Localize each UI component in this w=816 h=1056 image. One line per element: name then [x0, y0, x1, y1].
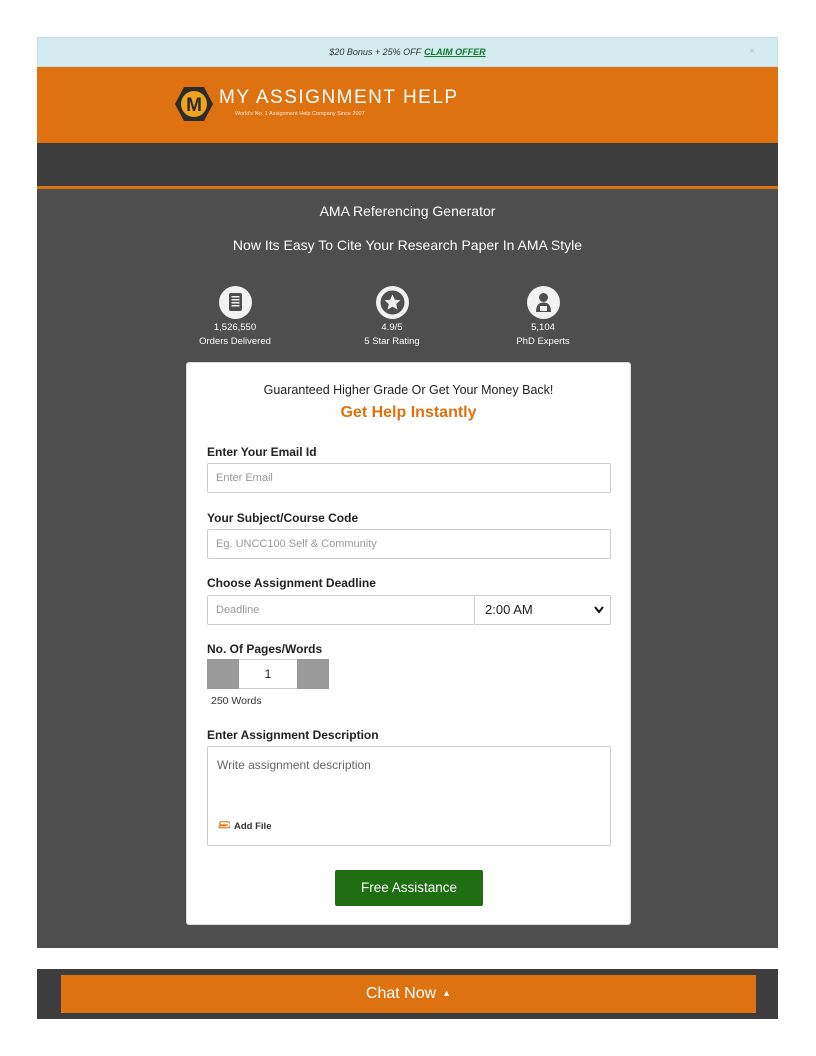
graduate-icon — [527, 286, 560, 319]
deadline-time-value: 2:00 AM — [485, 602, 533, 617]
promo-bar — [37, 37, 778, 67]
page-title: AMA Referencing Generator — [319, 203, 496, 219]
stat-orders — [175, 286, 295, 349]
increment-button[interactable] — [297, 659, 329, 689]
stat-experts — [483, 286, 603, 349]
email-field[interactable] — [207, 463, 611, 493]
description-textarea[interactable] — [207, 746, 611, 846]
stat-orders-value: 1,526,550 — [213, 322, 257, 333]
close-icon[interactable]: × — [749, 46, 755, 57]
star-icon — [376, 286, 409, 319]
add-file-button[interactable] — [217, 821, 271, 832]
form-heading: Get Help Instantly — [340, 404, 477, 421]
nav-bar — [37, 143, 778, 189]
page-subtitle: Now Its Easy To Cite Your Research Paper In AMA Style — [232, 237, 583, 253]
stat-experts-label: PhD Experts — [516, 336, 570, 347]
stat-orders-label: Orders Delivered — [199, 336, 271, 347]
paperclip-icon — [217, 821, 230, 829]
free-assistance-button[interactable]: Free Assistance — [335, 870, 483, 906]
deadline-time-select[interactable] — [475, 595, 611, 625]
decrement-button[interactable] — [207, 659, 239, 689]
site-header — [37, 67, 778, 143]
subject-label: Your Subject/Course Code — [207, 511, 359, 525]
promo-text: $20 Bonus + 25% OFF — [329, 47, 422, 57]
document-icon — [219, 286, 252, 319]
chat-now-button[interactable] — [61, 975, 756, 1013]
brand-tagline: World's No. 1 Assignment Help Company Since 2007 — [235, 111, 365, 117]
stat-rating-label: 5 Star Rating — [364, 336, 420, 347]
logo-hexagon-icon — [174, 86, 214, 122]
guarantee-text: Guaranteed Higher Grade Or Get Your Money Back! — [263, 383, 554, 397]
words-count: 250 Words — [211, 695, 262, 707]
pages-label: No. Of Pages/Words — [207, 642, 323, 656]
brand-name: MY ASSIGNMENT HELP — [219, 87, 459, 108]
main-section — [37, 189, 778, 948]
order-form-card — [186, 362, 631, 925]
add-file-label: Add File — [234, 821, 272, 832]
pages-stepper-value[interactable]: 1 — [239, 659, 297, 689]
stat-rating-value: 4.9/5 — [381, 322, 403, 333]
chat-now-label: Chat Now — [365, 985, 437, 1002]
caret-up-icon: ▲ — [442, 988, 452, 998]
description-placeholder: Write assignment description — [217, 758, 371, 772]
stat-experts-value: 5,104 — [531, 322, 555, 333]
deadline-date-field[interactable] — [207, 595, 475, 625]
stat-rating — [332, 286, 452, 349]
deadline-label: Choose Assignment Deadline — [207, 576, 376, 590]
logo[interactable] — [174, 84, 474, 128]
claim-offer-link[interactable]: CLAIM OFFER — [424, 47, 486, 57]
logo-letter: M — [186, 95, 202, 116]
chat-bar — [37, 969, 778, 1019]
description-label: Enter Assignment Description — [207, 728, 379, 742]
subject-field[interactable] — [207, 529, 611, 559]
email-label: Enter Your Email Id — [207, 445, 317, 459]
chevron-down-icon — [594, 596, 604, 624]
